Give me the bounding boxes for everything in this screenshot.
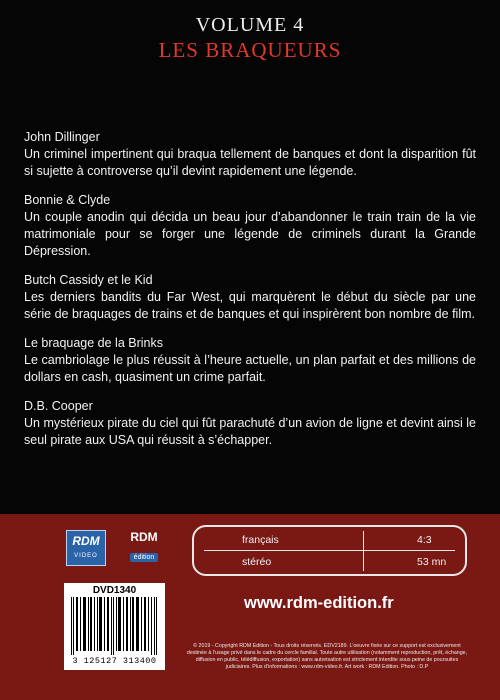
rdm-edition-logo-text: RDM: [130, 530, 158, 544]
story-item: [24, 129, 476, 180]
story-description: Un criminel impertinent qui braqua tellement de banques et dont la disparition fût si sujette à controverse qu’il devint rapidement une légende.: [24, 147, 476, 178]
story-name: Bonnie & Clyde: [24, 193, 111, 207]
rdm-video-logo-sub: VIDEO: [74, 553, 98, 559]
rdm-video-logo: [66, 530, 106, 566]
website-link[interactable]: www.rdm-edition.fr: [244, 594, 394, 612]
barcode-icon: [71, 597, 158, 655]
story-list: [24, 129, 476, 461]
story-name: Le braquage de la Brinks: [24, 336, 163, 350]
collection-subtitle: LES BRAQUEURS: [158, 38, 342, 62]
story-description: Un mystérieux pirate du ciel qui fût parachuté d’un avion de ligne et devint ainsi le seul pirate aux USA qui réussit à s’échapper.: [24, 416, 476, 447]
barcode-label: [64, 583, 165, 670]
footer-band: [0, 514, 500, 700]
rdm-edition-logo-sub: édition: [130, 553, 159, 562]
story-name: Butch Cassidy et le Kid: [24, 273, 153, 287]
story-description: Le cambriolage le plus réussit à l’heure actuelle, un plan parfait et des millions de dollars en cash, quasiment un crime parfait.: [24, 353, 476, 384]
language-value: français: [242, 534, 279, 546]
legal-notice: © 2019 - Copyright RDM Edition - Tous droits réservés. EDV2189. L’oeuvre fixée sur ce support est exclusivement destinée à l’usage privé dans le cadre du cercle familial. Toute autre utilisation (notamment reproduction, prêt, échange, diffusion en public, télédiffusion, exportation) sans autorisation est strictement interdite sous peine de poursuites judiciaires. Plus d’informations : www.rdm-video.fr. Art work : RDM Edition. Photo : D.P: [186, 643, 468, 670]
info-divider: [204, 550, 455, 551]
format-value: 4:3: [417, 534, 432, 546]
barcode-digits: 3 125127 313400: [72, 656, 157, 666]
technical-info-box: [192, 525, 467, 576]
story-item: [24, 272, 476, 323]
info-row-audio: [194, 552, 465, 572]
story-description: Un couple anodin qui décida un beau jour d’abandonner le train train de la vie matrimoniale pour se forger une légende de criminels durant la Grande Dépression.: [24, 210, 476, 258]
story-description: Les derniers bandits du Far West, qui marquèrent le début du siècle par une série de braquages de trains et de banques et qui inspirèrent bon nombre de film.: [24, 290, 476, 321]
publisher-logos: [66, 526, 178, 570]
audio-value: stéréo: [242, 556, 272, 568]
story-item: [24, 335, 476, 386]
story-item: [24, 398, 476, 449]
story-item: [24, 192, 476, 260]
volume-title: VOLUME 4: [195, 14, 305, 36]
rdm-video-logo-text: RDM: [72, 534, 100, 548]
dvd-code: DVD1340: [92, 585, 137, 596]
story-name: D.B. Cooper: [24, 399, 93, 413]
rdm-edition-logo: [122, 528, 166, 562]
info-row-language: [194, 530, 465, 550]
story-name: John Dillinger: [24, 130, 100, 144]
duration-value: 53 mn: [417, 556, 447, 568]
